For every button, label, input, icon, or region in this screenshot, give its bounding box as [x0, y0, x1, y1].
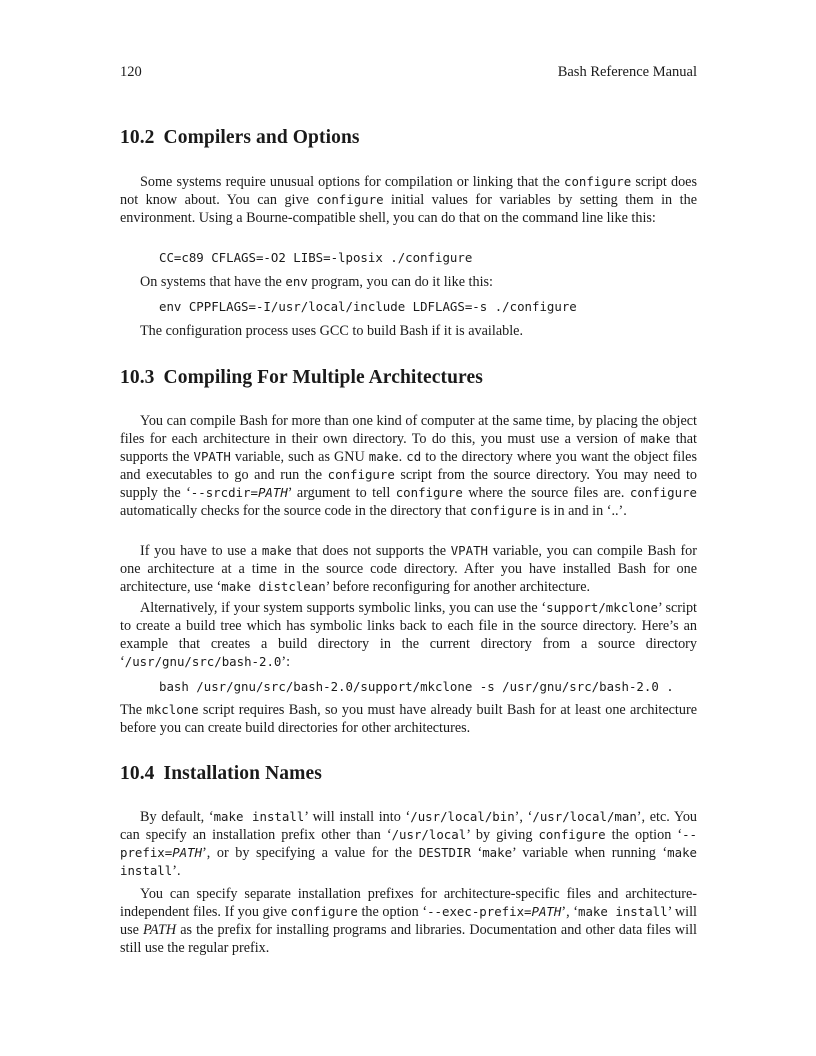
- code-example-env: env CPPFLAGS=-I/usr/local/include LDFLAGS=-s ./configure: [159, 299, 577, 314]
- paragraph-gcc: The configuration process uses GCC to build Bash if it is available.: [140, 323, 523, 339]
- page-number: 120: [120, 64, 142, 80]
- running-header: [120, 64, 697, 82]
- paragraph-exec-prefix: You can specify separate installation prefixes for architecture-specific files and architecture-independent files. If you give configure the option ‘--exec-prefix=PATH’, ‘make install’ will use PATH as the prefix for installing programs and libraries. Documentation and other data files will still use the regular prefix.: [120, 886, 697, 957]
- code-example-mkclone: bash /usr/gnu/src/bash-2.0/support/mkclone -s /usr/gnu/src/bash-2.0 .: [159, 679, 674, 694]
- paragraph-env: On systems that have the env program, you can do it like this:: [140, 274, 493, 290]
- paragraph-vpath: If you have to use a make that does not supports the VPATH variable, you can compile Bash for one architecture at a time in the source code directory. After you have installed Bash for one architecture, use ‘make distclean’ before reconfiguring for another architecture.: [120, 543, 697, 596]
- paragraph-install-prefix: By default, ‘make install’ will install into ‘/usr/local/bin’, ‘/usr/local/man’, etc. You can specify an installation prefix other than ‘/usr/local’ by giving configure the option ‘--prefix=PATH’, or by specifying a value for the DESTDIR ‘make’ variable when running ‘make install’.: [120, 809, 698, 880]
- paragraph-mkclone: Alternatively, if your system supports symbolic links, you can use the ‘support/mkclone’ script to create a build tree which has symbolic links back to each file in the source directory. Here’s an example that creates a build directory in the current directory from a source directory ‘/usr/gnu/src/bash-2.0’:: [120, 600, 697, 671]
- code-example-cc: CC=c89 CFLAGS=-O2 LIBS=-lposix ./configure: [159, 250, 473, 265]
- paragraph-mkclone-requirement: The mkclone script requires Bash, so you must have already built Bash for at least one architecture before you can create build directories for other architectures.: [120, 702, 697, 737]
- manual-title: Bash Reference Manual: [557, 64, 697, 80]
- paragraph-compilers-intro: Some systems require unusual options for compilation or linking that the configure script does not know about. You can give configure initial values for variables by setting them in the environment. Using a Bourne-compatible shell, you can do that on the command line like this:: [120, 174, 697, 227]
- section-heading-10-3: 10.3 Compiling For Multiple Architectures: [120, 367, 483, 388]
- paragraph-multiple-architectures: You can compile Bash for more than one kind of computer at the same time, by placing the object files for each architecture in their own directory. To do this, you must use a version of make that supports the VPATH variable, such as GNU make. cd to the directory where you want the object files and executables to go and run the configure script from the source directory. You may need to supply the ‘--srcdir=PATH’ argument to tell configure where the source files are. configure automatically checks for the source code in the directory that configure is in and in ‘..’.: [120, 413, 698, 520]
- section-heading-10-2: 10.2 Compilers and Options: [120, 127, 360, 148]
- section-heading-10-4: 10.4 Installation Names: [120, 763, 322, 784]
